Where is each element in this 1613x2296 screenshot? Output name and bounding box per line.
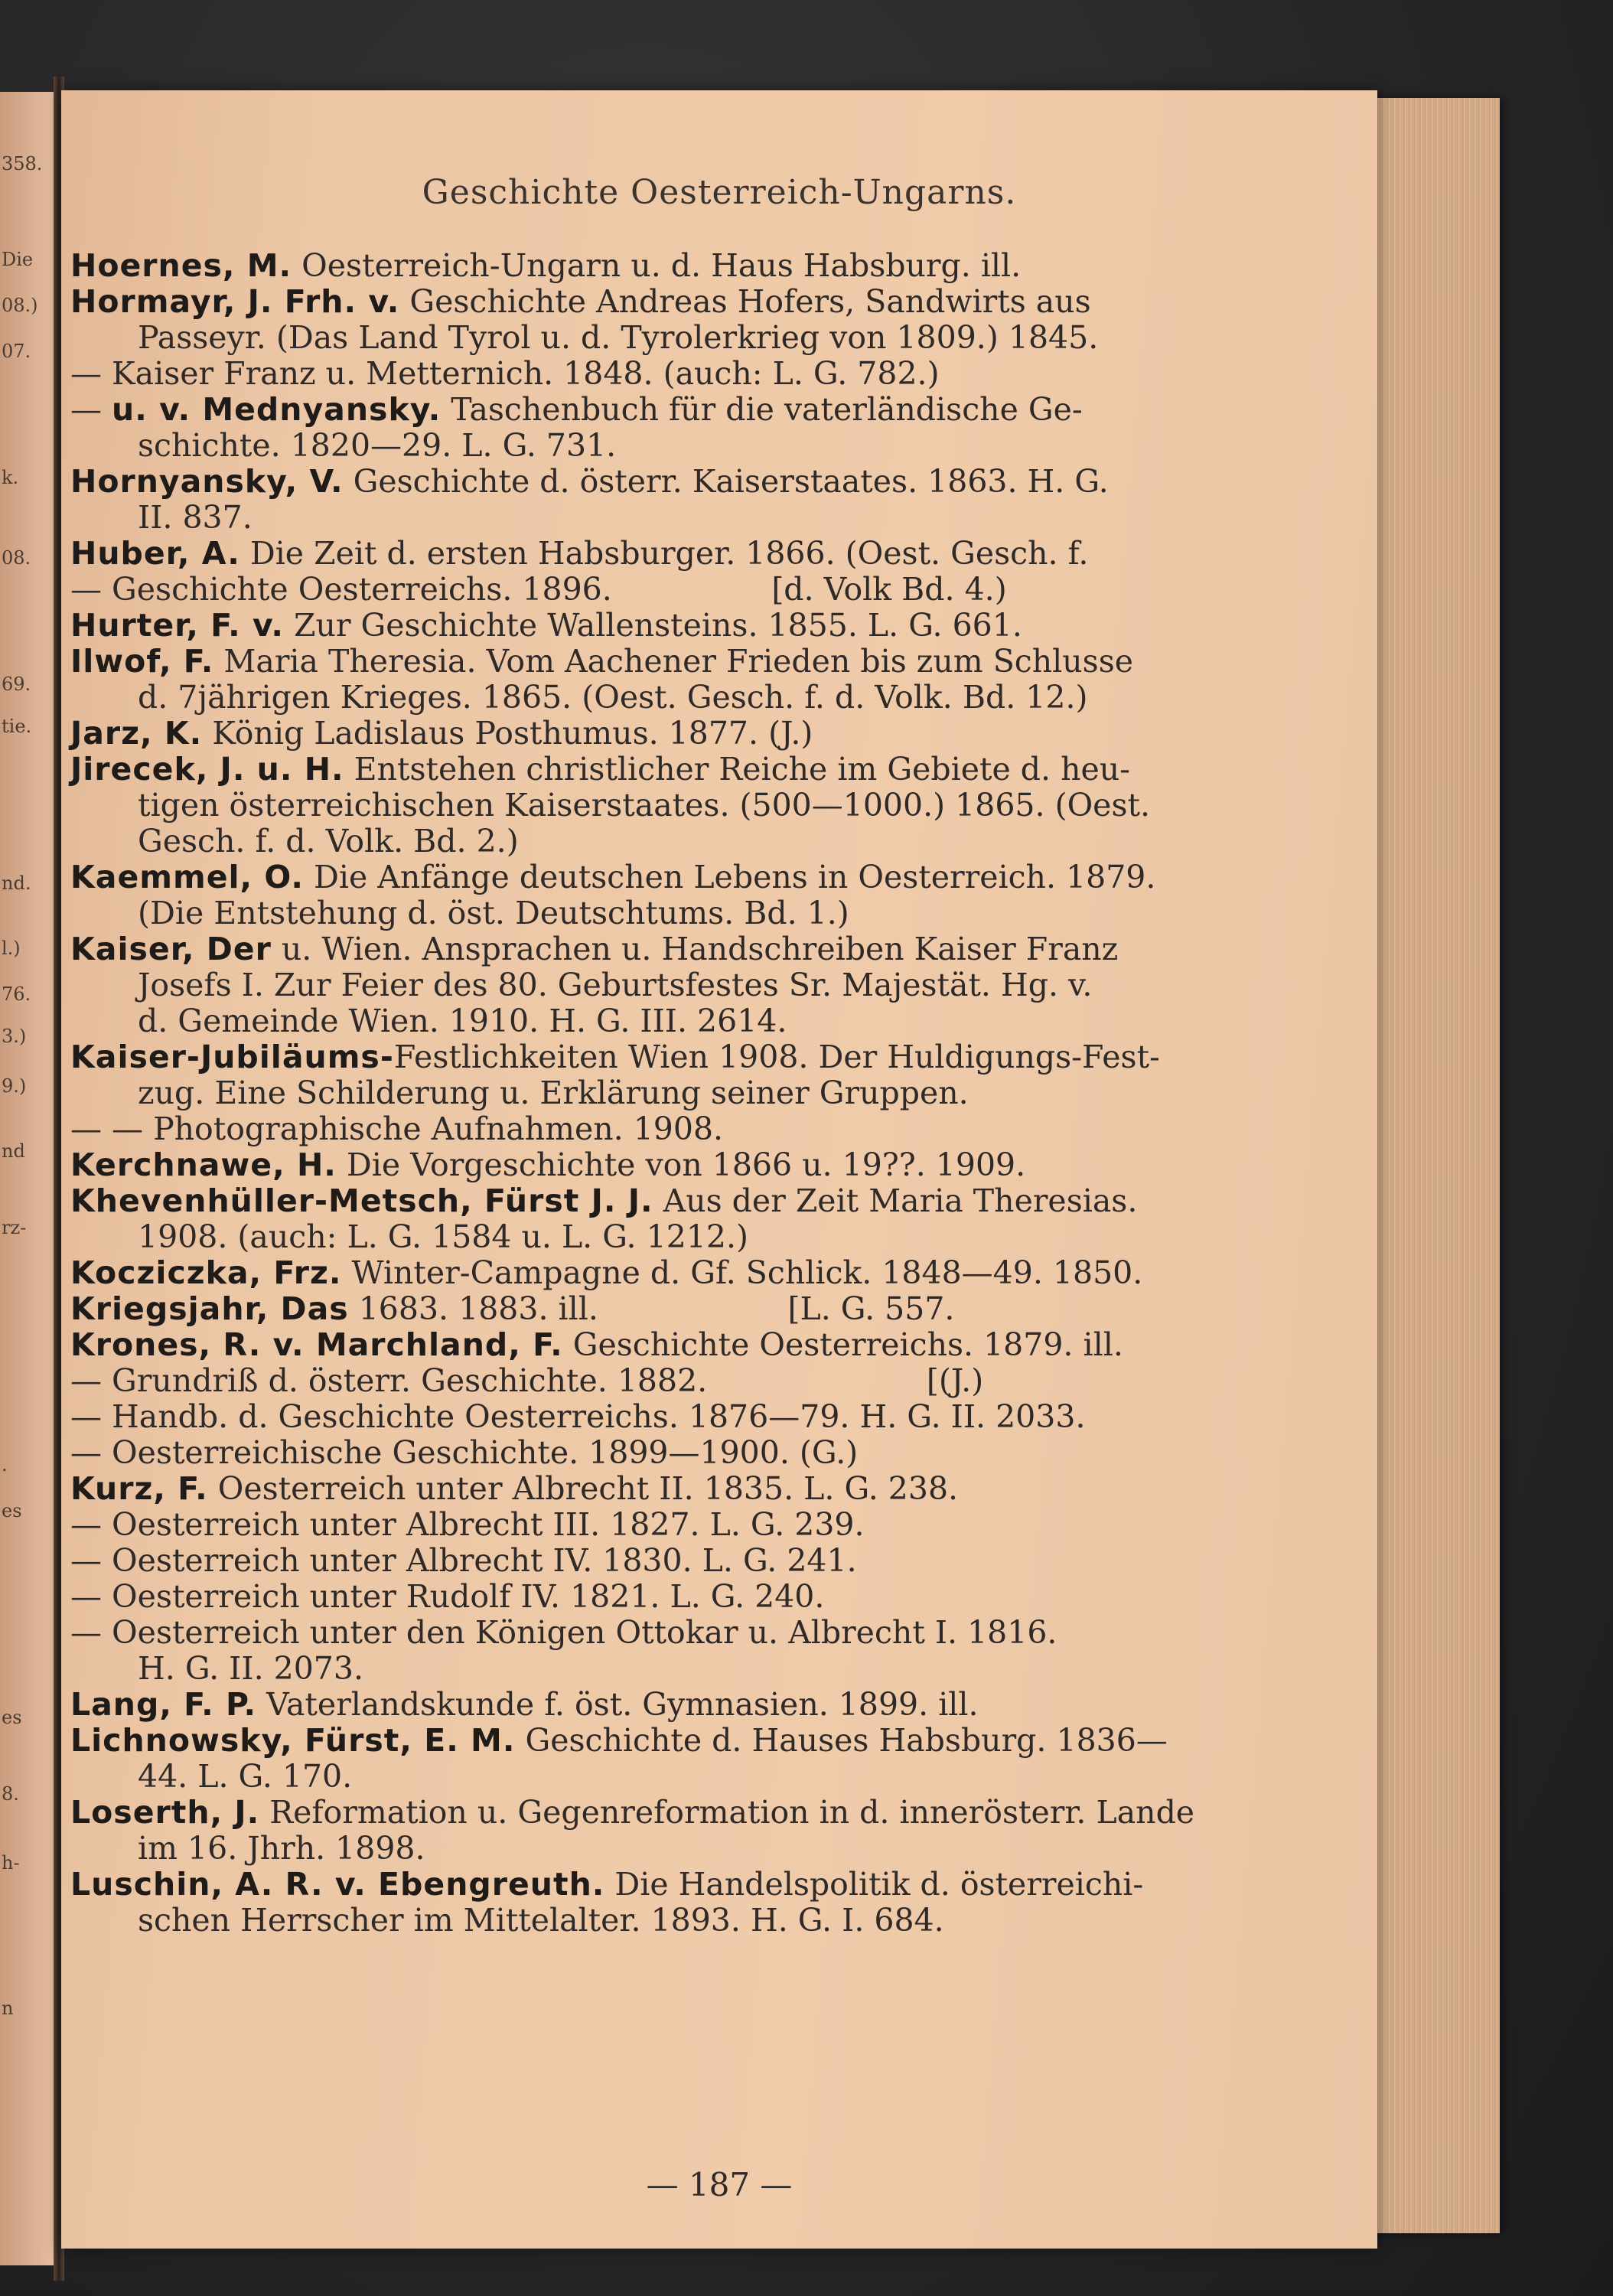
entry-text: — Oesterreich unter Albrecht III. 1827. L. G. 239. — [70, 1506, 865, 1543]
entry-line — [61, 356, 1224, 392]
entry-line-author — [61, 1795, 1224, 1831]
entry-text: Zur Geschichte Wallensteins. 1855. L. G. 661. — [283, 607, 1022, 644]
entry-text: (Die Entstehung d. öst. Deutschtums. Bd. 1.) — [138, 895, 849, 931]
entry-line — [61, 1219, 1224, 1255]
entry-text: Reformation u. Gegenreformation in d. innerösterr. Lande — [259, 1794, 1195, 1831]
entry-text: Gesch. f. d. Volk. Bd. 2.) — [138, 823, 519, 859]
left-page-fragment: 358. — [2, 153, 43, 174]
entry-text: Festlichkeiten Wien 1908. Der Huldigungs-Fest- — [393, 1039, 1160, 1075]
entry-text: Taschenbuch für die vaterländische Ge- — [441, 391, 1083, 428]
left-page-fragment: 9.) — [2, 1075, 27, 1097]
entry-text: Geschichte Andreas Hofers, Sandwirts aus — [399, 283, 1091, 320]
entry-line — [61, 1003, 1224, 1039]
entry-text: d. 7jährigen Krieges. 1865. (Oest. Gesch. f. d. Volk. Bd. 12.) — [138, 679, 1088, 716]
entry-text: Passeyr. (Das Land Tyrol u. d. Tyrolerkrieg von 1809.) 1845. — [138, 319, 1099, 356]
entry-line-author — [61, 1183, 1224, 1219]
entry-author: Kaiser-Jubiläums- — [70, 1039, 394, 1075]
running-head: Geschichte Oesterreich-Ungarns. — [422, 173, 1017, 212]
page-block-edges — [1370, 98, 1500, 2233]
entry-text: II. 837. — [138, 499, 253, 536]
entry-line — [61, 1903, 1224, 1939]
entry-author: Khevenhüller-Metsch, Fürst J. J. — [70, 1182, 653, 1219]
entry-text: 1683. 1883. ill. [L. G. 557. — [348, 1290, 955, 1327]
entry-author: Hurter, F. v. — [70, 607, 284, 644]
left-page-fragment: k. — [2, 467, 19, 488]
entry-author: Kriegsjahr, Das — [70, 1290, 349, 1327]
entry-line-author — [61, 392, 1224, 428]
entry-prefix: — — [70, 391, 112, 428]
entry-text: Aus der Zeit Maria Theresias. — [653, 1182, 1138, 1219]
entry-line-author — [61, 1867, 1224, 1903]
entry-author: Huber, A. — [70, 535, 240, 572]
entry-line — [61, 1399, 1224, 1435]
entry-line — [61, 1831, 1224, 1867]
entry-line-author — [61, 1327, 1224, 1363]
entry-text: — Oesterreich unter Albrecht IV. 1830. L. G. 241. — [70, 1542, 857, 1579]
entry-text: schichte. 1820—29. L. G. 731. — [138, 427, 617, 464]
entry-text: — — Photographische Aufnahmen. 1908. — [70, 1110, 724, 1147]
left-page-fragment: nd — [2, 1140, 25, 1162]
entry-author: Jarz, K. — [70, 715, 203, 752]
entry-author: Loserth, J. — [70, 1794, 260, 1831]
left-page-edge — [0, 92, 60, 2265]
entry-line — [61, 1615, 1224, 1651]
entry-line-author — [61, 1147, 1224, 1183]
page-number: — 187 — — [646, 2166, 793, 2203]
entry-text: u. Wien. Ansprachen u. Handschreiben Kaiser Franz — [271, 931, 1119, 967]
entry-line — [61, 1507, 1224, 1543]
left-page-fragment: 08.) — [2, 295, 38, 316]
entry-author: Kaiser, Der — [70, 931, 272, 967]
entry-text: 1908. (auch: L. G. 1584 u. L. G. 1212.) — [138, 1218, 748, 1255]
entry-text: Geschichte d. Hauses Habsburg. 1836— — [515, 1722, 1168, 1759]
left-page-fragment: 3.) — [2, 1026, 27, 1047]
entry-line-author — [61, 1255, 1224, 1291]
left-page-fragment: es — [2, 1707, 22, 1728]
bibliography-entries — [61, 248, 1224, 1939]
entry-text: Geschichte Oesterreichs. 1879. ill. — [562, 1326, 1123, 1363]
entry-author: Ilwof, F. — [70, 643, 214, 680]
entry-text: zug. Eine Schilderung u. Erklärung seiner Gruppen. — [138, 1075, 969, 1111]
entry-text: H. G. II. 2073. — [138, 1650, 364, 1687]
entry-author: Kaemmel, O. — [70, 859, 304, 895]
left-page-fragment: tie. — [2, 716, 32, 737]
entry-line — [61, 1651, 1224, 1687]
book-page — [61, 90, 1377, 2249]
entry-line — [61, 788, 1224, 823]
entry-text: Geschichte d. österr. Kaiserstaates. 1863. H. G. — [343, 463, 1109, 500]
entry-line-author — [61, 248, 1224, 284]
entry-author: Lang, F. P. — [70, 1686, 257, 1723]
entry-line-author — [61, 752, 1224, 788]
entry-text: Oesterreich unter Albrecht II. 1835. L. G. 238. — [207, 1470, 959, 1507]
entry-text: d. Gemeinde Wien. 1910. H. G. III. 2614. — [138, 1003, 787, 1039]
entry-text: — Oesterreich unter den Königen Ottokar u. Albrecht I. 1816. — [70, 1614, 1057, 1651]
entry-line-author — [61, 536, 1224, 572]
entry-line-author — [61, 859, 1224, 895]
entry-text: — Handb. d. Geschichte Oesterreichs. 1876—79. H. G. II. 2033. — [70, 1398, 1086, 1435]
entry-text: Die Zeit d. ersten Habsburger. 1866. (Oest. Gesch. f. — [240, 535, 1089, 572]
entry-author: u. v. Mednyansky. — [112, 391, 442, 428]
entry-line — [61, 428, 1224, 464]
left-page-fragment: 08. — [2, 547, 31, 569]
entry-text: schen Herrscher im Mittelalter. 1893. H. G. I. 684. — [138, 1902, 944, 1939]
entry-text: Maria Theresia. Vom Aachener Frieden bis zum Schlusse — [213, 643, 1134, 680]
entry-line — [61, 1363, 1224, 1399]
entry-text: im 16. Jhrh. 1898. — [138, 1830, 425, 1867]
entry-line — [61, 895, 1224, 931]
entry-author: Kurz, F. — [70, 1470, 208, 1507]
entry-text: — Kaiser Franz u. Metternich. 1848. (auch: L. G. 782.) — [70, 355, 940, 392]
entry-text: Josefs I. Zur Feier des 80. Geburtsfestes Sr. Majestät. Hg. v. — [138, 967, 1093, 1003]
entry-text: tigen österreichischen Kaiserstaates. (500—1000.) 1865. (Oest. — [138, 787, 1150, 823]
entry-author: Jirecek, J. u. H. — [70, 751, 344, 788]
entry-author: Hoernes, M. — [70, 247, 292, 284]
entry-text: — Geschichte Oesterreichs. 1896. [d. Volk Bd. 4.) — [70, 571, 1007, 608]
left-page-fragment: h- — [2, 1852, 20, 1874]
left-page-fragment: nd. — [2, 872, 31, 894]
entry-author: Krones, R. v. Marchland, F. — [70, 1326, 563, 1363]
entry-text: König Ladislaus Posthumus. 1877. (J.) — [202, 715, 813, 752]
entry-line — [61, 320, 1224, 356]
entry-text: Winter-Campagne d. Gf. Schlick. 1848—49. 1850. — [341, 1254, 1143, 1291]
entry-line-author — [61, 608, 1224, 644]
left-page-fragment: 69. — [2, 673, 31, 695]
entry-line — [61, 1759, 1224, 1795]
entry-line — [61, 1543, 1224, 1579]
left-page-fragment: l.) — [2, 938, 21, 959]
entry-text: Die Anfänge deutschen Lebens in Oesterreich. 1879. — [303, 859, 1156, 895]
entry-text: Die Vorgeschichte von 1866 u. 19??. 1909. — [336, 1146, 1026, 1183]
entry-line — [61, 572, 1224, 608]
entry-author: Luschin, A. R. v. Ebengreuth. — [70, 1866, 605, 1903]
entry-line-author — [61, 716, 1224, 752]
entry-line — [61, 500, 1224, 536]
entry-author: Hornyansky, V. — [70, 463, 344, 500]
entry-line — [61, 967, 1224, 1003]
entry-line — [61, 1435, 1224, 1471]
left-page-fragment: Die — [2, 249, 34, 270]
entry-line-author — [61, 644, 1224, 680]
left-page-fragment: rz- — [2, 1217, 27, 1238]
left-page-fragment: n — [2, 1998, 14, 2019]
entry-line-author — [61, 284, 1224, 320]
entry-line — [61, 823, 1224, 859]
entry-text: Oesterreich-Ungarn u. d. Haus Habsburg. ill. — [292, 247, 1022, 284]
left-page-fragment: 76. — [2, 983, 31, 1005]
entry-author: Hormayr, J. Frh. v. — [70, 283, 400, 320]
entry-line-author — [61, 464, 1224, 500]
entry-text: — Grundriß d. österr. Geschichte. 1882. [(J.) — [70, 1362, 984, 1399]
left-page-fragment: 07. — [2, 341, 31, 362]
entry-text: Vaterlandskunde f. öst. Gymnasien. 1899. ill. — [256, 1686, 979, 1723]
entry-line-author — [61, 1687, 1224, 1723]
entry-line — [61, 1111, 1224, 1147]
left-page-fragment: . — [2, 1454, 8, 1476]
entry-line — [61, 680, 1224, 716]
entry-text: Die Handelspolitik d. österreichi- — [604, 1866, 1144, 1903]
left-page-fragment: es — [2, 1500, 22, 1521]
entry-author: Kerchnawe, H. — [70, 1146, 337, 1183]
entry-line — [61, 1075, 1224, 1111]
entry-line-author — [61, 931, 1224, 967]
entry-text: — Oesterreich unter Rudolf IV. 1821. L. G. 240. — [70, 1578, 825, 1615]
entry-line-author — [61, 1291, 1224, 1327]
entry-line — [61, 1579, 1224, 1615]
entry-text: — Oesterreichische Geschichte. 1899—1900. (G.) — [70, 1434, 859, 1471]
entry-line-author — [61, 1039, 1224, 1075]
entry-line-author — [61, 1723, 1224, 1759]
entry-text: 44. L. G. 170. — [138, 1758, 353, 1795]
entry-line-author — [61, 1471, 1224, 1507]
entry-author: Kocziczka, Frz. — [70, 1254, 342, 1291]
left-page-fragment: 8. — [2, 1783, 19, 1805]
entry-author: Lichnowsky, Fürst, E. M. — [70, 1722, 516, 1759]
entry-text: Entstehen christlicher Reiche im Gebiete d. heu- — [344, 751, 1130, 788]
